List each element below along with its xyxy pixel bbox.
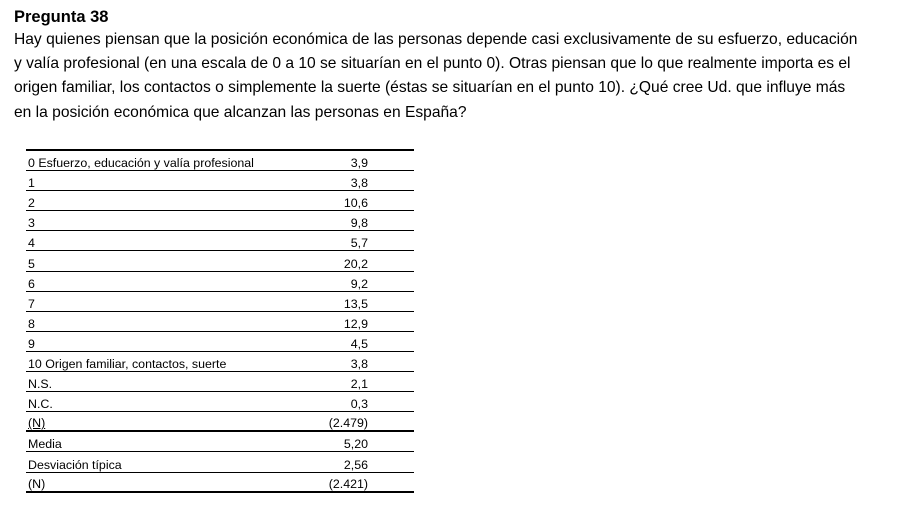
table-row-total <box>26 412 414 432</box>
row-value: 3,9 <box>350 156 368 171</box>
table-row <box>26 312 414 332</box>
table-row <box>26 452 414 472</box>
row-value: 20,2 <box>343 256 368 271</box>
row-label: (N) <box>28 416 46 431</box>
row-label: 6 <box>28 276 35 291</box>
row-label: 5 <box>28 256 35 271</box>
row-value: 13,5 <box>343 296 368 311</box>
row-label: (N) <box>28 476 46 491</box>
row-value: 3,8 <box>350 357 368 372</box>
row-label: Media <box>28 437 62 452</box>
row-value: (2.479) <box>328 416 368 431</box>
row-value: 9,8 <box>350 216 368 231</box>
table-row <box>26 432 414 452</box>
row-value: 3,8 <box>350 176 368 191</box>
row-value: 10,6 <box>343 196 368 211</box>
row-value: 0,3 <box>350 397 368 412</box>
row-label: 3 <box>28 216 35 231</box>
table-row <box>26 171 414 191</box>
row-label: 2 <box>28 196 35 211</box>
table-row-total <box>26 473 414 493</box>
row-value: 2,1 <box>350 377 368 392</box>
row-value: (2.421) <box>328 476 368 491</box>
row-label: 8 <box>28 316 35 331</box>
row-value: 5,7 <box>350 236 368 251</box>
question-text: Hay quienes piensan que la posición económica de las personas depende casi exclusivamente de su esfuerzo, educación y valía profesional (en una escala de 0 a 10 se situarían en el punto 0). Otras piensan que lo que realmente importa es el origen familiar, los contactos o simplemente la suerte (éstas se situarían en el punto 10). ¿Qué cree Ud. que influye más en la posición económica que alcanzan las personas en España? <box>14 31 858 121</box>
table-row <box>26 352 414 372</box>
row-label: 1 <box>28 176 35 191</box>
row-value: 4,5 <box>350 336 368 351</box>
row-label: 7 <box>28 296 35 311</box>
table-row <box>26 151 414 171</box>
table-row <box>26 332 414 352</box>
row-value: 2,56 <box>343 457 368 472</box>
row-value: 9,2 <box>350 276 368 291</box>
table-row <box>26 272 414 292</box>
table-row <box>26 292 414 312</box>
row-label: N.S. <box>28 377 53 392</box>
table-row <box>26 392 414 412</box>
row-label: 4 <box>28 236 35 251</box>
table-row <box>26 211 414 231</box>
row-label: 0 Esfuerzo, educación y valía profesional <box>28 156 254 171</box>
row-value: 5,20 <box>343 437 368 452</box>
document-page <box>14 6 914 125</box>
row-label: N.C. <box>28 397 53 412</box>
table-row <box>26 231 414 251</box>
row-label: 10 Origen familiar, contactos, suerte <box>28 357 227 372</box>
row-label: Desviación típica <box>28 457 122 472</box>
question-title: Pregunta 38 <box>14 8 109 26</box>
table-row <box>26 372 414 392</box>
row-value: 12,9 <box>343 316 368 331</box>
table-row <box>26 191 414 211</box>
row-label: 9 <box>28 336 35 351</box>
results-table <box>26 149 414 493</box>
table-row <box>26 251 414 271</box>
